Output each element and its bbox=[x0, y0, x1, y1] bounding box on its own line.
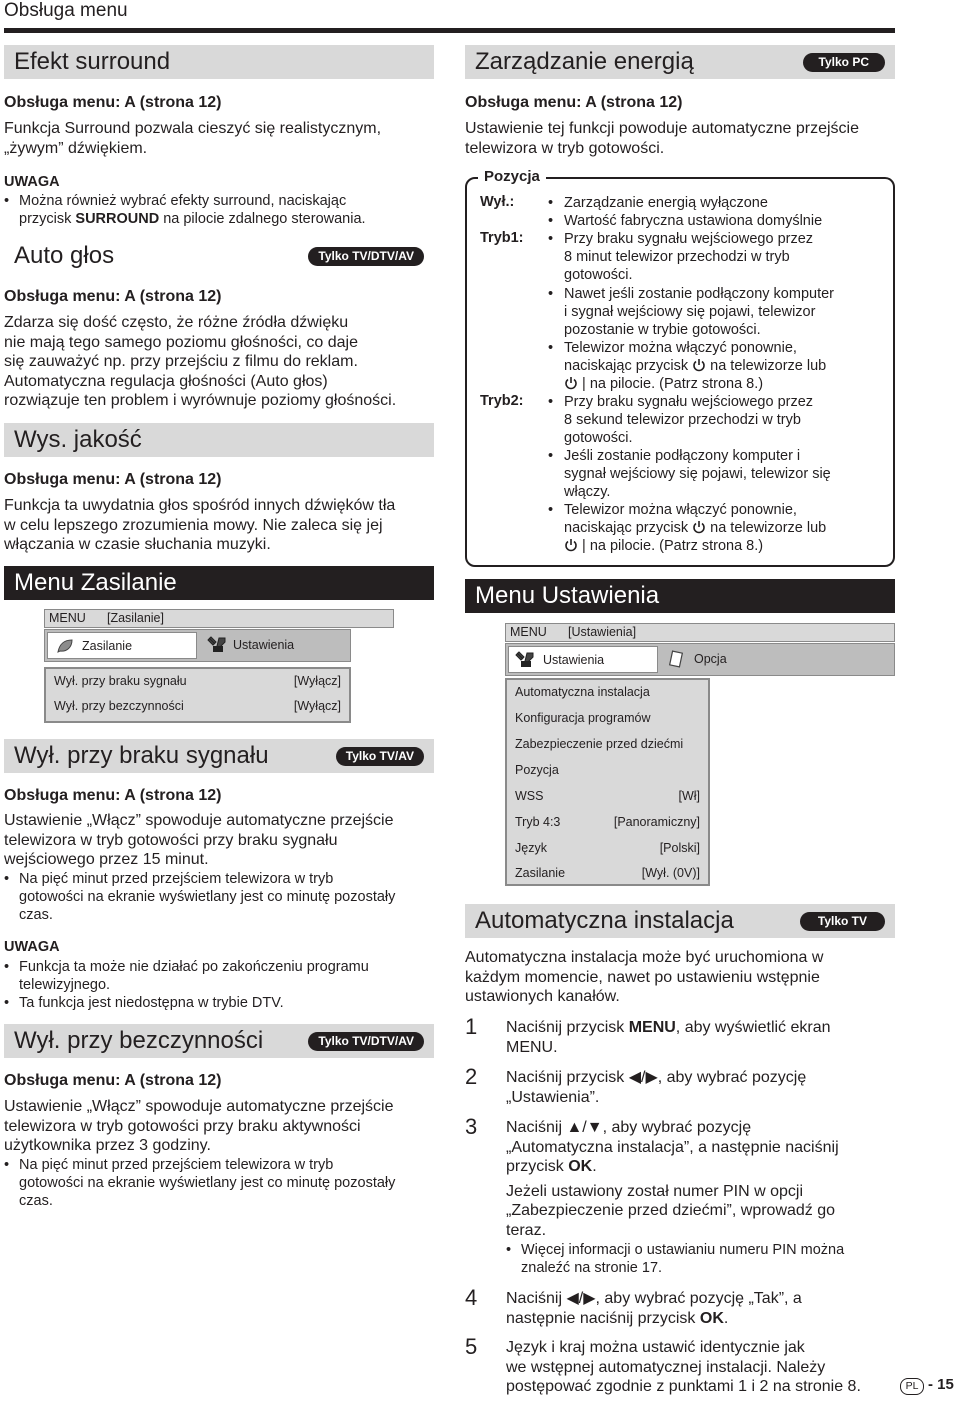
power-icon bbox=[564, 538, 578, 552]
paragraph: Zdarza się dość często, że różne źródła dźwięku nie mają tego samego poziomu głośności, co daje się zauważyć np. przy przejściu z filmu do reklam. Automatyczna regulacja głośności (Auto głos) rozwiązuje ten problem i wyrównuje poziomy głośności. bbox=[4, 314, 397, 409]
heading-zarzadzanie-energia: Zarządzanie energią Tylko PC bbox=[465, 45, 895, 79]
menu-list bbox=[505, 678, 710, 886]
power-icon bbox=[692, 520, 706, 534]
step-number: 1 bbox=[465, 1014, 478, 1039]
option-label: Wył.: bbox=[480, 194, 515, 210]
heading-brak-sygnalu: Wył. przy braku sygnału Tylko TV/AV bbox=[4, 739, 434, 773]
heading-menu-zasilanie: Menu Zasilanie bbox=[4, 566, 434, 600]
option-bullet: • Przy braku sygnału wejściowego przez 8 minut telewizor przechodzi w tryb gotowości. bbox=[548, 230, 878, 284]
heading-bezczynnosci: Wył. przy bezczynności Tylko TV/DTV/AV bbox=[4, 1024, 434, 1058]
option-bullet: • Wartość fabryczna ustawiona domyślnie bbox=[548, 212, 878, 230]
tab-opcja[interactable]: Opcja bbox=[664, 646, 804, 673]
menu-row[interactable]: Zabezpieczenie przed dziećmi bbox=[515, 737, 684, 751]
menu-row[interactable]: Pozycja bbox=[515, 763, 559, 777]
step-text: Naciśnij przycisk MENU, aby wyświetlić ekran MENU. bbox=[506, 1019, 831, 1056]
paragraph: Ustawienie „Włącz” spowoduje automatyczne przejście telewizora w tryb gotowości przy braku aktywności użytkownika przez 3 godziny. bbox=[4, 1098, 394, 1154]
menu-list bbox=[44, 667, 351, 723]
clipboard-icon bbox=[668, 650, 684, 668]
option-bullet: • Telewizor można włączyć ponownie, naciskając przycisk na telewizorze lub | na pilocie. (Patrz strona 8.) bbox=[548, 501, 878, 555]
step-text: Naciśnij ◀/▶, aby wybrać pozycję „Tak”, a następnie naciśnij przycisk OK. bbox=[506, 1290, 802, 1327]
bullet: • Więcej informacji o ustawianiu numeru PIN można znaleźć na stronie 17. bbox=[506, 1241, 886, 1277]
leaf-icon bbox=[56, 638, 74, 654]
note-title: UWAGA bbox=[4, 174, 60, 190]
menu-tabs bbox=[44, 629, 351, 662]
menu-row[interactable]: Wył. przy braku sygnału [Wyłącz] bbox=[54, 674, 341, 688]
heading-automatyczna-instalacja: Automatyczna instalacja Tylko TV bbox=[465, 904, 895, 938]
menu-row[interactable]: Zasilanie [Wył. (0V)] bbox=[515, 866, 700, 880]
tab-zasilanie[interactable]: Zasilanie bbox=[47, 632, 197, 659]
bullet: • Na pięć minut przed przejściem telewizora w tryb gotowości na ekranie wyświetlany jest co minutę pozostały czas. bbox=[4, 1156, 424, 1210]
menu-ref: Obsługa menu: A (strona 12) bbox=[4, 94, 222, 111]
option-label: Tryb2: bbox=[480, 393, 524, 409]
step-number: 4 bbox=[465, 1285, 478, 1310]
menu-path-bar: MENU [Ustawienia] bbox=[505, 623, 895, 642]
option-bullet: • Zarządzanie energią wyłączone bbox=[548, 194, 878, 212]
tab-ustawienia[interactable]: Ustawienia bbox=[203, 632, 343, 659]
paragraph: Automatyczna instalacja może być uruchomiona w każdym momencie, nawet po ustawieniu wstępnie ustawionych kanałów. bbox=[465, 949, 824, 1005]
menu-row[interactable]: Konfiguracja programów bbox=[515, 711, 651, 725]
page-number: - 15 bbox=[928, 1376, 954, 1393]
paragraph: Ustawienie tej funkcji powoduje automatyczne przejście telewizora w tryb gotowości. bbox=[465, 120, 859, 157]
step-text: Naciśnij przycisk ◀/▶, aby wybrać pozycję „Ustawienia”. bbox=[506, 1069, 807, 1106]
menu-row[interactable]: Automatyczna instalacja bbox=[515, 685, 650, 699]
menu-ref: Obsługa menu: A (strona 12) bbox=[465, 94, 683, 111]
heading-menu-ustawienia: Menu Ustawienia bbox=[465, 579, 895, 613]
paragraph: Ustawienie „Włącz” spowoduje automatyczne przejście telewizora w tryb gotowości przy braku sygnału wejściowego przez 15 minut. bbox=[4, 812, 394, 868]
option-bullet: • Telewizor można włączyć ponownie, naciskając przycisk na telewizorze lub | na pilocie. (Patrz strona 8.) bbox=[548, 339, 878, 393]
menu-ref: Obsługa menu: A (strona 12) bbox=[4, 1072, 222, 1089]
language-badge: PL bbox=[900, 1378, 924, 1395]
menu-path-bar: MENU [Zasilanie] bbox=[44, 609, 394, 628]
menu-ref: Obsługa menu: A (strona 12) bbox=[4, 471, 222, 488]
menu-row[interactable]: Tryb 4:3 [Panoramiczny] bbox=[515, 815, 700, 829]
menu-ref: Obsługa menu: A (strona 12) bbox=[4, 787, 222, 804]
menu-row[interactable]: Wył. przy bezczynności [Wyłącz] bbox=[54, 699, 341, 713]
menu-tabs bbox=[505, 643, 895, 676]
step-number: 3 bbox=[465, 1114, 478, 1139]
badge: Tylko TV/AV bbox=[336, 747, 424, 766]
badge: Tylko PC bbox=[803, 53, 885, 72]
heading-efekt-surround: Efekt surround bbox=[4, 45, 434, 79]
option-label: Tryb1: bbox=[480, 230, 524, 246]
option-bullet: • Nawet jeśli zostanie podłączony komputer i sygnał wejściowy się pojawi, telewizor pozostanie w trybie gotowości. bbox=[548, 285, 878, 339]
step-text: Naciśnij ▲/▼, aby wybrać pozycję „Automatyczna instalacja”, a następnie naciśnij przycisk OK. Jeżeli ustawiony został numer PIN w opcji „Zabezpieczenie przed dziećmi”, wprowadź go teraz. bbox=[506, 1119, 839, 1239]
page-title: Obsługa menu bbox=[4, 0, 128, 21]
badge: Tylko TV bbox=[800, 912, 885, 931]
note-bullet: • Ta funkcja jest niedostępna w trybie DTV. bbox=[4, 994, 424, 1012]
option-bullet: • Jeśli zostanie podłączony komputer i sygnał wejściowy się pojawi, telewizor się włączy. bbox=[548, 447, 878, 501]
power-icon bbox=[564, 376, 578, 390]
tab-ustawienia[interactable]: Ustawienia bbox=[508, 646, 658, 673]
menu-row[interactable]: Język [Polski] bbox=[515, 841, 700, 855]
menu-ref: Obsługa menu: A (strona 12) bbox=[4, 288, 222, 305]
bullet: • Na pięć minut przed przejściem telewizora w tryb gotowości na ekranie wyświetlany jest co minutę pozostały czas. bbox=[4, 870, 424, 924]
tools-icon bbox=[207, 636, 227, 654]
step-number: 5 bbox=[465, 1334, 478, 1359]
step-text: Język i kraj można ustawić identycznie jak we wstępnej automatycznej instalacji. Należy postępować zgodnie z punktami 1 i 2 na stronie 8. bbox=[506, 1339, 861, 1395]
badge: Tylko TV/DTV/AV bbox=[308, 247, 424, 266]
pozycja-legend: Pozycja bbox=[478, 168, 546, 185]
option-bullet: • Przy braku sygnału wejściowego przez 8 sekund telewizor przechodzi w tryb gotowości. bbox=[548, 393, 878, 447]
paragraph: Funkcja ta uwydatnia głos spośród innych dźwięków tła w celu lepszego zrozumienia mowy. Nie zaleca się jej włączania w czasie słuchania muzyki. bbox=[4, 497, 396, 553]
paragraph: Funkcja Surround pozwala cieszyć się realistycznym, „żywym” dźwiękiem. bbox=[4, 120, 382, 157]
menu-row[interactable]: WSS [Wł] bbox=[515, 789, 700, 803]
tools-icon bbox=[515, 651, 535, 669]
power-icon bbox=[692, 358, 706, 372]
badge: Tylko TV/DTV/AV bbox=[308, 1032, 424, 1051]
top-rule bbox=[4, 28, 895, 33]
step-number: 2 bbox=[465, 1064, 478, 1089]
heading-auto-glos: Auto głos Tylko TV/DTV/AV bbox=[4, 239, 434, 273]
note-bullet: • Funkcja ta może nie działać po zakończeniu programu telewizyjnego. bbox=[4, 958, 424, 994]
heading-wys-jakosc: Wys. jakość bbox=[4, 423, 434, 457]
note-bullet: • Można również wybrać efekty surround, naciskając przycisk SURROUND na pilocie zdalnego sterowania. bbox=[4, 192, 424, 228]
note-title: UWAGA bbox=[4, 939, 60, 955]
